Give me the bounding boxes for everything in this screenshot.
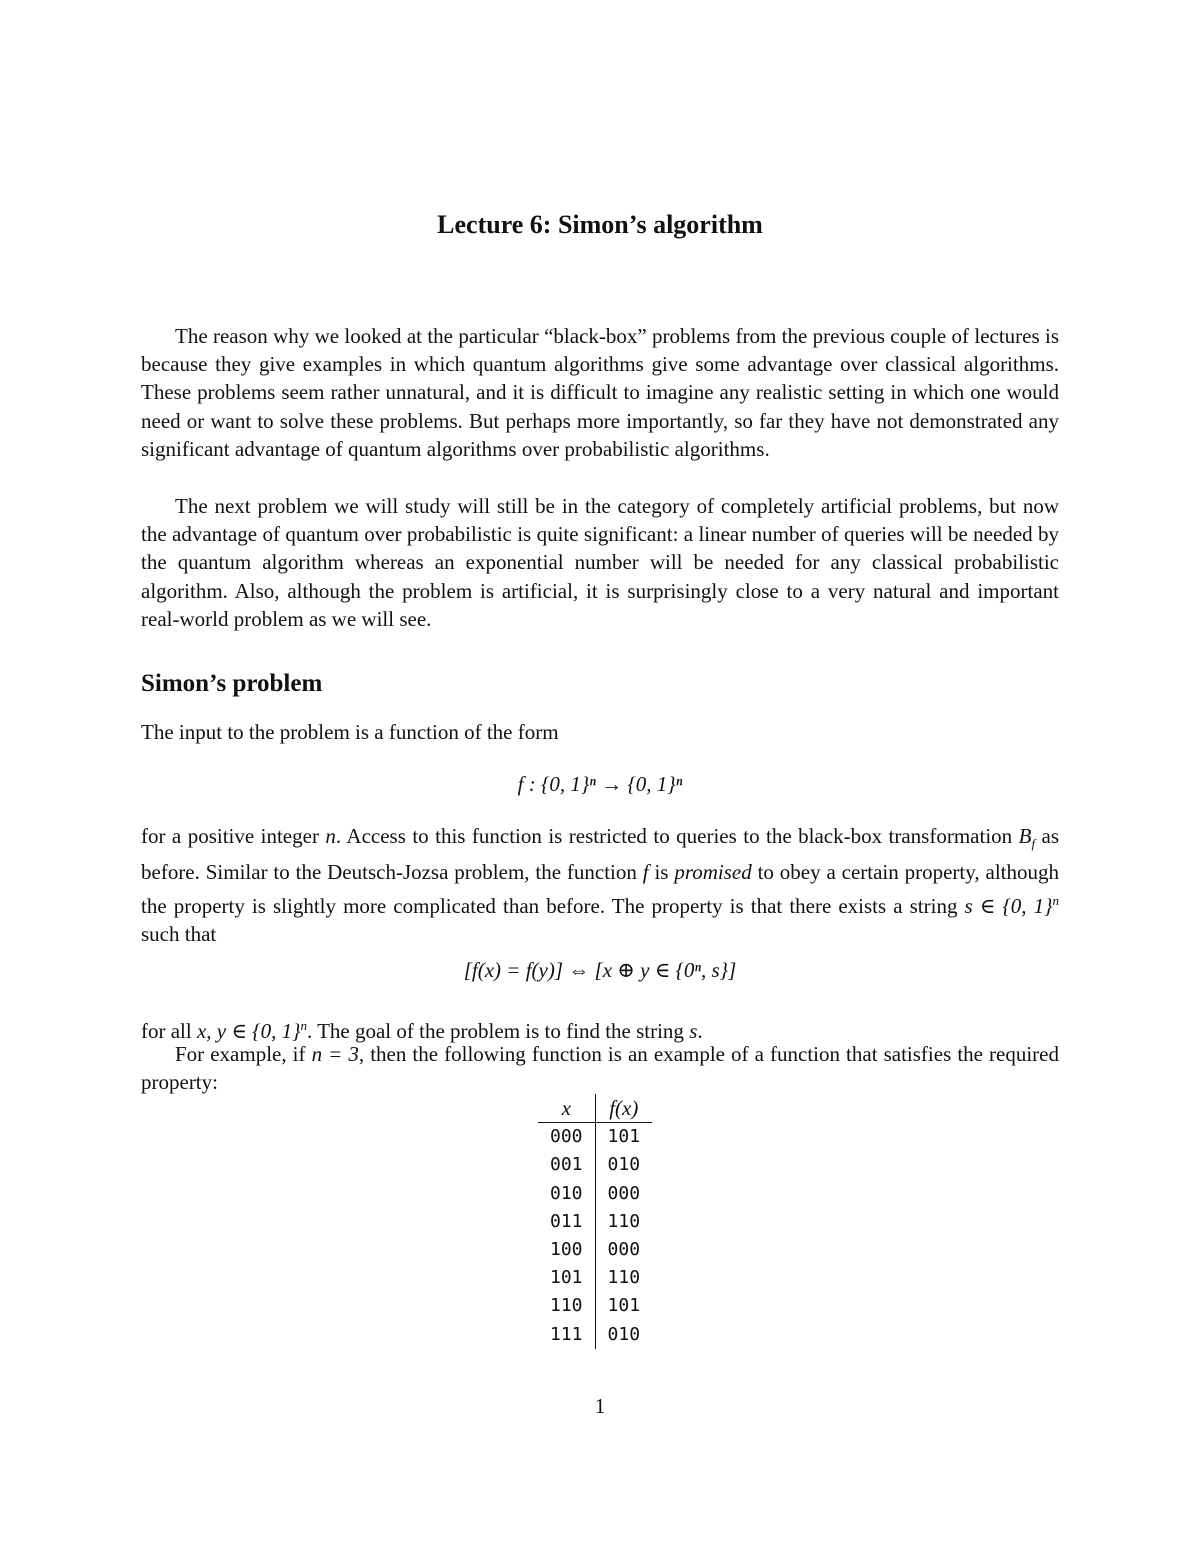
table-cell-x: 000: [538, 1123, 595, 1152]
table-cell-fx: 000: [607, 1182, 641, 1204]
access-text-2: . Access to this function is restricted to queries to the black-box transformation: [335, 824, 1019, 848]
table-cell-x: 101: [538, 1264, 595, 1292]
goal-text-3: .: [697, 1019, 703, 1043]
access-text-5: to obey a certain property, although the property is slightly more complicated than before. The property is that there exists a string: [141, 860, 1059, 918]
table-row: [538, 1151, 652, 1179]
table-header-row: [538, 1094, 652, 1123]
example-text-1: For example, if: [175, 1042, 312, 1066]
emphasis-promised: promised: [674, 860, 752, 885]
example-text-2: , then the following function is an example of a function that satisfies the required property:: [141, 1042, 1060, 1095]
intro-paragraph-2-text: The next problem we will study will still be in the category of completely artificial problems, but now the advantage of quantum over probabilistic is quite significant: a linear number of queries will be needed by the quantum algorithm whereas an exponential number will be needed for any classical probabilistic algorithm. Also, although the problem is artificial, it is surprisingly close to a very natural and important real-world problem as we will see.: [141, 494, 1059, 631]
var-xy: x, y ∈ {0, 1}: [196, 1019, 301, 1043]
access-text-3: as before. Similar to the Deutsch-Jozsa problem, the function: [141, 824, 1060, 885]
intro-paragraph-2: [141, 492, 1059, 633]
access-text-4: is: [648, 860, 675, 885]
table-cell-fx: 110: [607, 1267, 641, 1289]
var-s-membership: s ∈ {0, 1}: [964, 893, 1053, 918]
equation-function-form: f : {0, 1}ⁿ → {0, 1}ⁿ: [517, 772, 683, 796]
section-heading: Simon’s problem: [141, 670, 323, 697]
intro-paragraph-1-text: The reason why we looked at the particular “black-box” problems from the previous couple of lectures is because they give examples in which quantum algorithms give some advantage over classical algorithms. These problems seem rather unnatural, and it is difficult to imagine any realistic setting in which one would need or want to solve these problems. But perhaps more importantly, so far they have not demonstrated any significant advantage of quantum algorithms over probabilistic algorithms.: [141, 324, 1059, 461]
table-cell-x: 011: [538, 1208, 595, 1236]
table-row: [538, 1292, 652, 1320]
input-paragraph: The input to the problem is a function of the form: [141, 720, 559, 744]
table-cell-fx: 110: [607, 1210, 641, 1232]
var-xy-sup: n: [300, 1018, 307, 1033]
table-row: [538, 1236, 652, 1264]
var-s: s: [689, 1019, 698, 1043]
table-cell-x: 111: [538, 1321, 595, 1349]
table-cell-x: 110: [538, 1292, 595, 1320]
table-cell-x: 100: [538, 1236, 595, 1264]
var-f: f: [642, 860, 649, 885]
table-cell-fx: 010: [607, 1323, 641, 1345]
table-cell-fx: 101: [607, 1126, 641, 1148]
equation-property: [f(x) = f(y)] ⇔ [x ⊕ y ∈ {0ⁿ, s}]: [463, 958, 737, 982]
intro-paragraph-1: [141, 322, 1059, 463]
table-header-x: x: [538, 1094, 595, 1123]
access-text-6: such that: [141, 921, 217, 946]
table-cell-x: 010: [538, 1180, 595, 1208]
table-row: [538, 1264, 652, 1292]
table-row: [538, 1321, 652, 1349]
access-text-1: for a positive integer: [141, 824, 326, 848]
table-header-fx: f(x): [595, 1094, 652, 1123]
table-cell-fx: 010: [607, 1154, 641, 1176]
page-title: Lecture 6: Simon’s algorithm: [437, 210, 763, 239]
goal-text-2: . The goal of the problem is to find the string: [306, 1019, 690, 1043]
table-cell-fx: 101: [607, 1295, 641, 1317]
var-n-equals-3: n = 3: [311, 1042, 359, 1066]
goal-text-1: for all: [141, 1019, 197, 1043]
table-row: [538, 1180, 652, 1208]
access-paragraph: [141, 822, 1059, 948]
var-n: n: [325, 824, 336, 848]
table-row: [538, 1123, 652, 1152]
page-number: 1: [594, 1394, 606, 1418]
example-paragraph: [141, 1040, 1059, 1096]
table-cell-x: 001: [538, 1151, 595, 1179]
var-s-membership-sup: n: [1052, 892, 1060, 908]
var-b: B: [1018, 824, 1032, 848]
function-table: [538, 1094, 652, 1349]
table-row: [538, 1208, 652, 1236]
table-cell-fx: 000: [607, 1239, 641, 1261]
var-b-subscript: f: [1031, 836, 1036, 852]
